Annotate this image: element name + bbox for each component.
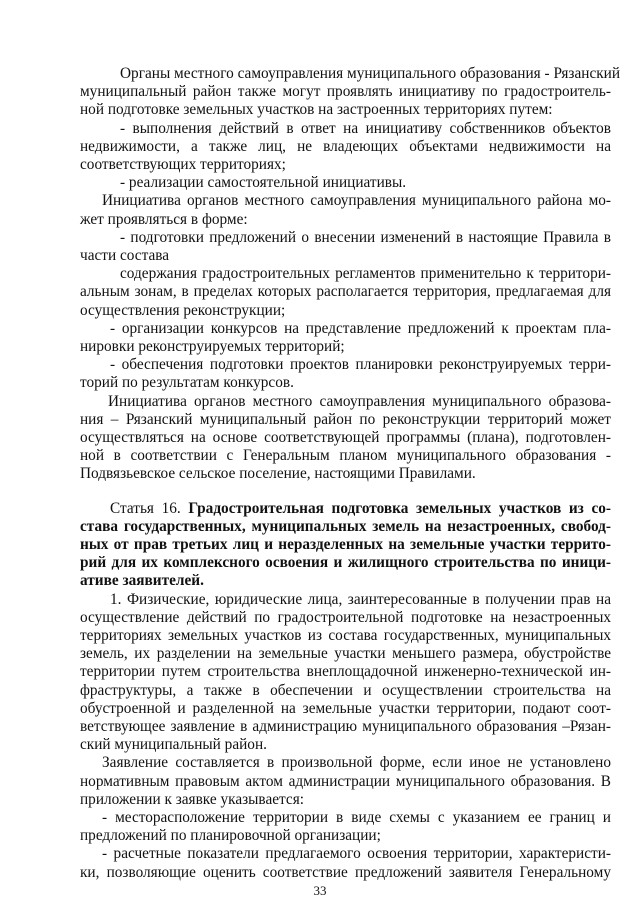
text-line: ский муниципальный район.	[80, 736, 267, 754]
text-line: - месторасположение территории в виде схемы с указанием ее границ и	[102, 809, 611, 826]
text-line: ветствующее заявление в администрацию муниципального образования –Рязан-	[80, 718, 611, 735]
text-line: территориях земельных участков из состава государственных, муниципальных	[80, 627, 611, 644]
text-line: предложений по планировочной организации;	[80, 827, 381, 845]
article-title: Градостроительная подготовка земельных участков из со-	[188, 499, 612, 517]
text-line: фраструктуры, а также в обеспечении и осуществлении строительства на	[80, 681, 611, 699]
text-line: земель, их разделении на земельные участки меньшего размера, обустройстве	[80, 645, 611, 663]
article-heading-line: рий для их комплексного освоения и жилищного строительства по иници-	[80, 554, 611, 572]
text-line: Органы местного самоуправления муниципального образования - Рязанский	[120, 65, 621, 82]
text-line: недвижимости, а также лиц, не владеющих объектами недвижимости на	[80, 137, 611, 155]
text-line: соответствующих территориях;	[80, 156, 286, 173]
article-number: Статья 16.	[110, 499, 181, 517]
text-line: - расчетные показатели предлагаемого освоения территории, характеристи-	[102, 845, 611, 863]
text-line: части состава	[80, 247, 170, 264]
text-line: - реализации самостоятельной инициативы.	[120, 174, 407, 192]
text-line: Инициатива органов местного самоуправления муниципального района мо-	[102, 192, 611, 210]
text-line: Подвязьевское сельское поселение, настоящими Правилами.	[80, 465, 476, 483]
text-line: альным зонам, в пределах которых располагается территория, предлагаемая для	[80, 283, 611, 301]
text-line: обустроенной и разделенной на земельные участки территории, подают соот-	[80, 699, 611, 717]
text-line: Инициатива органов местного самоуправления муниципального образова-	[108, 392, 611, 410]
text-line: ной в соответствии с Генеральным планом муниципального образования -	[80, 447, 611, 465]
text-line: содержания градостроительных регламентов применительно к территори-	[120, 265, 611, 283]
article-heading-line: ативе заявителей.	[80, 572, 204, 590]
article-heading-line	[110, 499, 611, 518]
text-line: жет проявляться в форме:	[80, 210, 248, 228]
text-line: Заявление составляется в произвольной форме, если иное не установлено	[102, 754, 611, 772]
text-line: осуществления реконструкции;	[80, 301, 286, 319]
text-line: ки, позволяющие оценить соответствие предложений заявителя Генеральному	[80, 863, 611, 881]
article-heading-line: ных от прав третьих лиц и неразделенных на земельные участки террито-	[80, 536, 611, 553]
text-line: осуществляться на основе соответствующей программы (плана), подготовлен-	[80, 429, 611, 446]
text-line: торий по результатам конкурсов.	[80, 374, 294, 392]
page-number: 33	[313, 883, 327, 898]
text-line: территории путем строительства внеплощадочной инженерно-технической ин-	[80, 663, 611, 681]
text-line: ной подготовке земельных участков на застроенных территориях путем:	[80, 101, 553, 119]
text-line: приложении к заявке указывается:	[80, 790, 304, 808]
text-line: ния – Рязанский муниципальный район по реконструкции территорий может	[80, 410, 611, 428]
text-line: нировки реконструируемых территорий;	[80, 338, 345, 355]
text-line: - организации конкурсов на представление предложений к проектам пла-	[110, 319, 611, 337]
text-line: осуществление действий по градостроительной подготовке на незастроенных	[80, 608, 611, 626]
text-line: - подготовки предложений о внесении изменений в настоящие Правила в	[120, 228, 611, 246]
article-heading-line: става государственных, муниципальных земель на незастроенных, свобод-	[80, 517, 611, 535]
text-line: - выполнения действий в ответ на инициативу собственников объектов	[120, 119, 611, 137]
text-line: нормативным правовым актом администрации муниципального образования. В	[80, 772, 611, 790]
text-line: - обеспечения подготовки проектов планировки реконструируемых терри-	[110, 356, 611, 374]
text-line: 1. Физические, юридические лица, заинтересованные в получении прав на	[110, 590, 611, 608]
text-line: муниципальный район также могут проявлять инициативу по градостроитель-	[80, 83, 611, 101]
